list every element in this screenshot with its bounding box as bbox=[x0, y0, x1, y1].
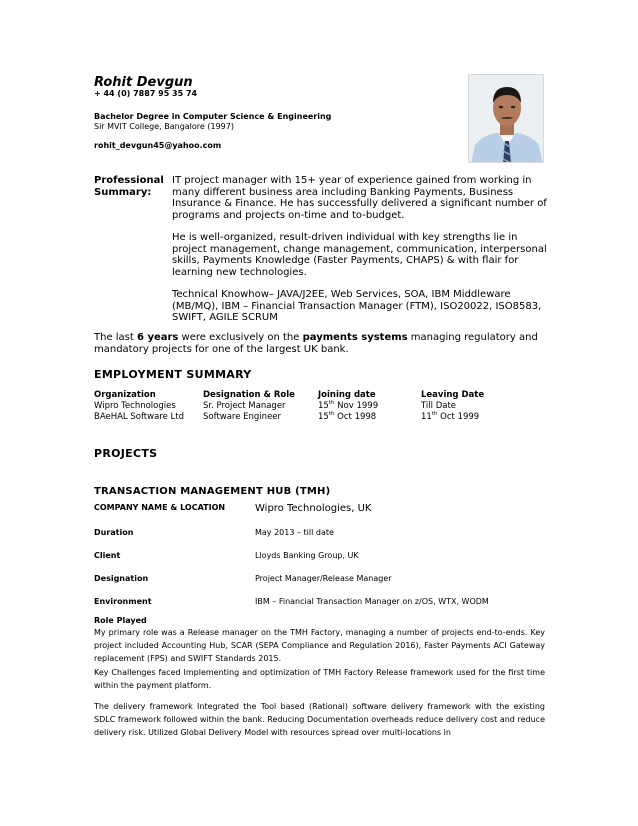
employment-joining-date bbox=[318, 401, 378, 412]
role-paragraph-challenges: Key Challenges faced Implementing and optimization of TMH Factory Release framework used for the first time within the payment platform. bbox=[94, 667, 545, 690]
field-label-company: COMPANY NAME & LOCATION bbox=[94, 503, 226, 512]
employment-role: Sr. Project Manager bbox=[203, 401, 286, 411]
payments-experience-statement bbox=[94, 332, 544, 356]
role-played-label: Role Played bbox=[94, 616, 147, 625]
date-ordinal: th bbox=[328, 411, 335, 418]
candidate-name: Rohit Devgun bbox=[94, 75, 193, 90]
role-paragraph-1: My primary role was a Release manager on the TMH Factory, managing a number of projects end-to-ends. Key project included Accounting Hub, SCAR (SEPA Compliance and Regulation 2016), Faster Payments ACI Gateway replacement (FPS) and SWIFT Standards 2015. bbox=[94, 628, 545, 664]
field-value-duration: May 2013 – till date bbox=[255, 528, 334, 537]
statement-text: The last bbox=[94, 332, 137, 343]
date-month-year: Nov 1999 bbox=[334, 401, 379, 411]
date-month-year: Oct 1998 bbox=[334, 412, 377, 422]
summary-paragraph-1: IT project manager with 15+ year of experience gained from working in many different business area including Banking Payments, Business Insurance & Finance. He has successfully delivered a significant number of programs and projects on-time and to-budget. bbox=[172, 175, 547, 221]
project-title: TRANSACTION MANAGEMENT HUB (TMH) bbox=[94, 486, 331, 497]
date-day: 15 bbox=[318, 412, 329, 422]
role-description bbox=[94, 626, 545, 692]
college: Sir MVIT College, Bangalore (1997) bbox=[94, 122, 234, 131]
column-header-leaving-date: Leaving Date bbox=[421, 390, 485, 400]
field-value-company: Wipro Technologies, UK bbox=[255, 503, 372, 514]
degree: Bachelor Degree in Computer Science & Engineering bbox=[94, 112, 332, 121]
field-label-designation: Designation bbox=[94, 574, 149, 583]
employment-leaving-date: Till Date bbox=[421, 401, 457, 411]
summary-paragraph-3: Technical Knowhow– JAVA/J2EE, Web Services, SOA, IBM Middleware (MB/MQ), IBM – Financial Transaction Manager (FTM), ISO20022, ISO8583, SWIFT, AGILE SCRUM bbox=[172, 289, 542, 323]
employment-role: Software Engineer bbox=[203, 412, 282, 422]
date-ordinal: th bbox=[431, 411, 438, 418]
employment-org: BAeHAL Software Ltd bbox=[94, 412, 185, 422]
statement-emphasis-payments: payments systems bbox=[302, 332, 408, 343]
statement-text: were exclusively on the bbox=[178, 332, 303, 343]
email-address: rohit_devgun45@yahoo.com bbox=[94, 141, 222, 150]
date-ordinal: th bbox=[328, 400, 335, 407]
statement-emphasis-years: 6 years bbox=[137, 332, 179, 343]
column-header-joining-date: Joining date bbox=[318, 390, 376, 400]
projects-heading: PROJECTS bbox=[94, 447, 158, 460]
date-day: 11 bbox=[421, 412, 432, 422]
employment-summary-heading: EMPLOYMENT SUMMARY bbox=[94, 368, 252, 381]
profile-photo bbox=[468, 74, 544, 163]
employment-joining-date bbox=[318, 412, 376, 423]
employment-leaving-date bbox=[421, 412, 479, 423]
summary-paragraph-2: He is well-organized, result-driven individual with key strengths lie in project management, change management, communication, interpersonal skills, Payments Knowledge (Faster Payments, CHAPS) & with flair for learning new technologies. bbox=[172, 232, 547, 278]
field-value-environment: IBM – Financial Transaction Manager on z/OS, WTX, WODM bbox=[255, 597, 489, 606]
field-value-client: Lloyds Banking Group, UK bbox=[255, 551, 359, 560]
professional-summary-label: Professional Summary: bbox=[94, 175, 164, 198]
date-day: 15 bbox=[318, 401, 329, 411]
statement-text: managing regulatory and mandatory projects for one of the largest UK bank. bbox=[94, 332, 538, 355]
field-label-client: Client bbox=[94, 551, 121, 560]
portrait-illustration bbox=[469, 75, 544, 163]
field-label-environment: Environment bbox=[94, 597, 152, 606]
column-header-designation: Designation & Role bbox=[203, 390, 295, 400]
field-value-designation: Project Manager/Release Manager bbox=[255, 574, 392, 583]
phone-number: + 44 (0) 7887 95 35 74 bbox=[94, 89, 198, 98]
date-month-year: Oct 1999 bbox=[437, 412, 480, 422]
field-label-duration: Duration bbox=[94, 528, 134, 537]
role-paragraph-2: The delivery framework Integrated the Tool based (Rational) software delivery framework with the existing SDLC framework followed within the bank. Reducing Documentation overheads reduce delivery cost and reduce delivery risk. Utilized Global Delivery Model with resources spread over multi-locations in bbox=[94, 702, 545, 738]
employment-org: Wipro Technologies bbox=[94, 401, 176, 411]
column-header-organization: Organization bbox=[94, 390, 156, 400]
